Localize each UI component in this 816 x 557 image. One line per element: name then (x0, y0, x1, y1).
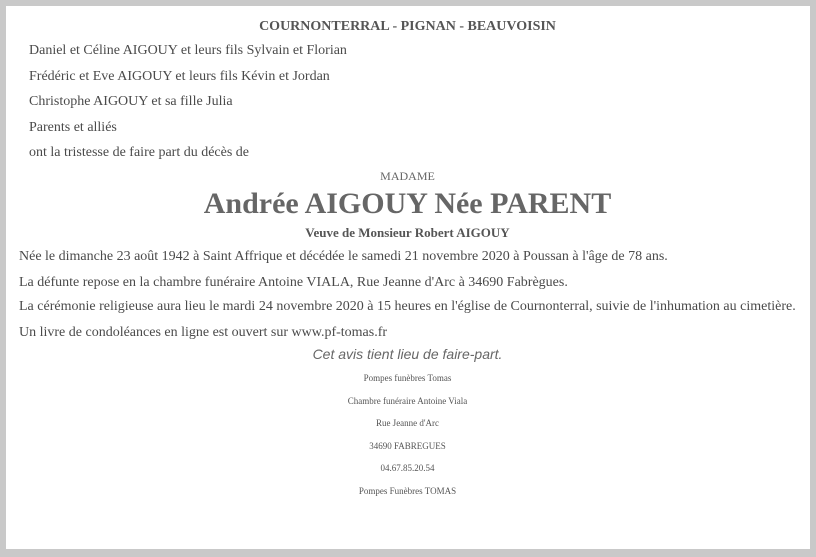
deceased-title: MADAME (380, 168, 435, 183)
rest-place-paragraph: La défunte repose en la chambre funéraire Antoine VIALA, Rue Jeanne d'Arc à 34690 Fabrègues. (19, 274, 568, 290)
tagline: Cet avis tient lieu de faire-part. (312, 345, 503, 362)
family-line: Christophe AIGOUY et sa fille Julia (29, 94, 233, 110)
signature-line: Chambre funéraire Antoine Viala (347, 395, 468, 406)
signature-line: Rue Jeanne d'Arc (375, 418, 440, 429)
death-notice (19, 16, 796, 503)
family-line: Parents et alliés (29, 119, 117, 135)
signature-line: Pompes Funèbres TOMAS (358, 485, 457, 496)
signature-line: 04.67.85.20.54 (380, 463, 435, 474)
birth-death-paragraph: Née le dimanche 23 août 1942 à Saint Affrique et décédée le samedi 21 novembre 2020 à Poussan à l'âge de 78 ans. (19, 248, 668, 264)
ceremony-paragraph: La cérémonie religieuse aura lieu le mardi 24 novembre 2020 à 15 heures en l'église de Cournonterral, suivie de l'inhumation au cimetière. (19, 298, 796, 314)
signature-line: Pompes funèbres Tomas (363, 372, 452, 383)
widow-of: Veuve de Monsieur Robert AIGOUY (305, 224, 510, 240)
signature-line: 34690 FABREGUES (369, 440, 446, 451)
family-line: Daniel et Céline AIGOUY et leurs fils Sylvain et Florian (29, 43, 347, 58)
family-line: Frédéric et Eve AIGOUY et leurs fils Kévin et Jordan (29, 68, 330, 84)
family-line: ont la tristesse de faire part du décès de (29, 145, 250, 161)
towns-header: COURNONTERRAL - PIGNAN - BEAUVOISIN (259, 19, 556, 34)
condolences-paragraph: Un livre de condoléances en ligne est ouvert sur www.pf-tomas.fr (19, 324, 388, 340)
deceased-name: Andrée AIGOUY Née PARENT (203, 186, 612, 220)
